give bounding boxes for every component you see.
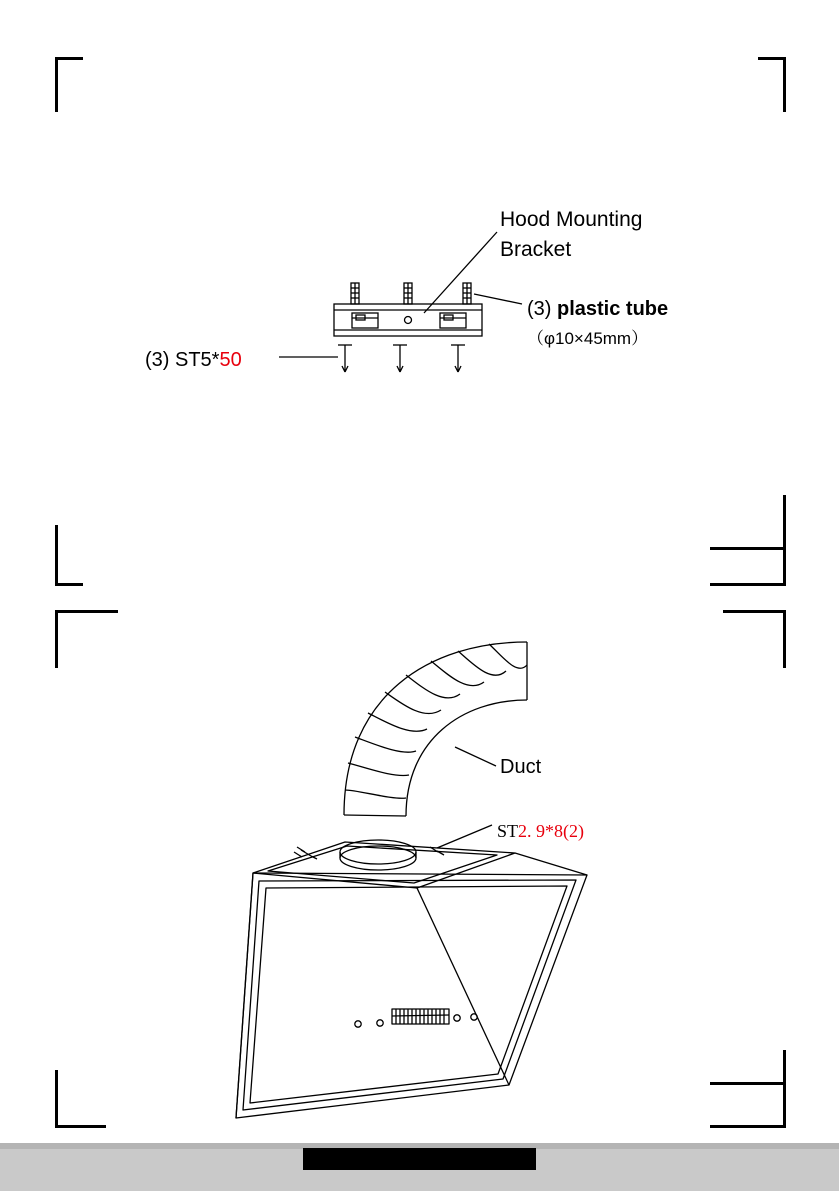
label-hood-line2: Bracket	[500, 238, 572, 261]
footer-black-block	[303, 1148, 536, 1170]
label-duct: Duct	[500, 756, 542, 778]
label-screw-st5-50	[145, 348, 242, 373]
label-hood-line1: Hood Mounting	[500, 208, 643, 231]
label-screw-st29	[497, 820, 584, 843]
screw-size-text: 50	[219, 349, 242, 371]
hood-duct-drawing	[0, 620, 839, 1180]
page-footer-bar	[0, 1143, 839, 1191]
plastic-tube-prefix: (3)	[527, 298, 557, 320]
st29-value: 2. 9*8	[518, 821, 564, 841]
screw-prefix-text: (3) ST5*	[145, 349, 220, 371]
st29-prefix: ST	[497, 821, 519, 841]
label-plastic-tube	[527, 297, 668, 322]
st29-count: (2)	[563, 821, 585, 841]
label-plastic-tube-spec: （φ10×45mm）	[527, 329, 649, 348]
plastic-tube-text: plastic tube	[557, 298, 669, 320]
label-hood-mounting-bracket	[500, 205, 642, 265]
